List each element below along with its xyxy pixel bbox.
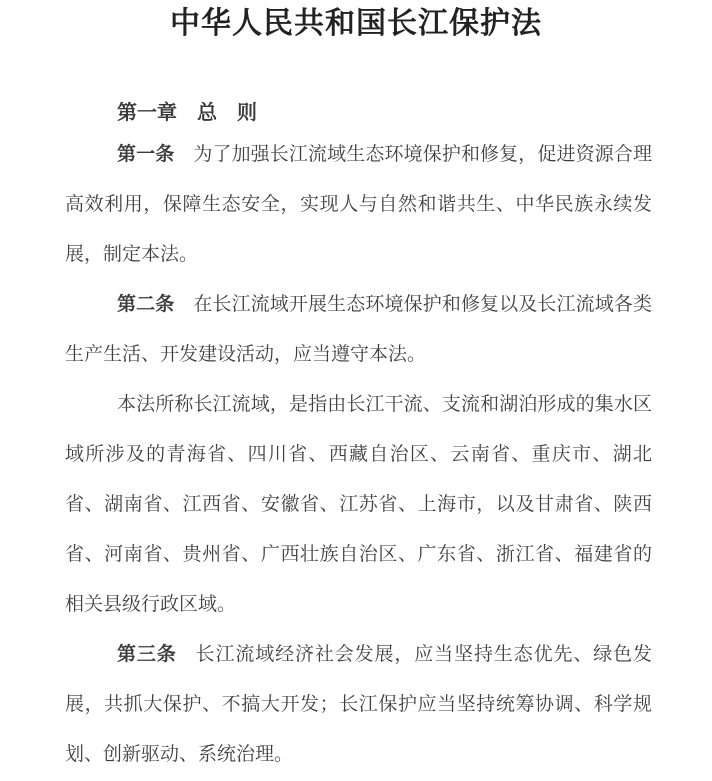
chapter-heading: 第一章 总 则 [117,102,257,124]
article-paragraph [65,130,652,280]
article-paragraph [65,630,652,780]
article-body [65,130,652,780]
article-number: 第三条 [117,644,177,665]
article-text: 为了加强长江流域生态环境保护和修复，促进资源合理高效利用，保障生态安全，实现人与自然和谐共生、中华民族永续发展，制定本法。 [65,144,652,265]
document-content [0,99,712,780]
article-number: 第二条 [117,294,175,315]
article-text: 长江流域经济社会发展，应当坚持生态优先、绿色发展，共抓大保护、不搞大开发；长江保护应当坚持统筹协调、科学规划、创新驱动、系统治理。 [65,644,652,765]
article-paragraph [65,280,652,380]
article-number: 第一条 [117,144,175,165]
article-paragraph [65,380,652,630]
article-text: 在长江流域开展生态环境保护和修复以及长江流域各类生产生活、开发建设活动，应当遵守本法。 [65,294,652,365]
page-title: 中华人民共和国长江保护法 [170,7,542,40]
article-text: 本法所称长江流域，是指由长江干流、支流和湖泊形成的集水区域所涉及的青海省、四川省、西藏自治区、云南省、重庆市、湖北省、湖南省、江西省、安徽省、江苏省、上海市，以及甘肃省、陕西省、河南省、贵州省、广西壮族自治区、广东省、浙江省、福建省的相关县级行政区域。 [65,394,652,615]
